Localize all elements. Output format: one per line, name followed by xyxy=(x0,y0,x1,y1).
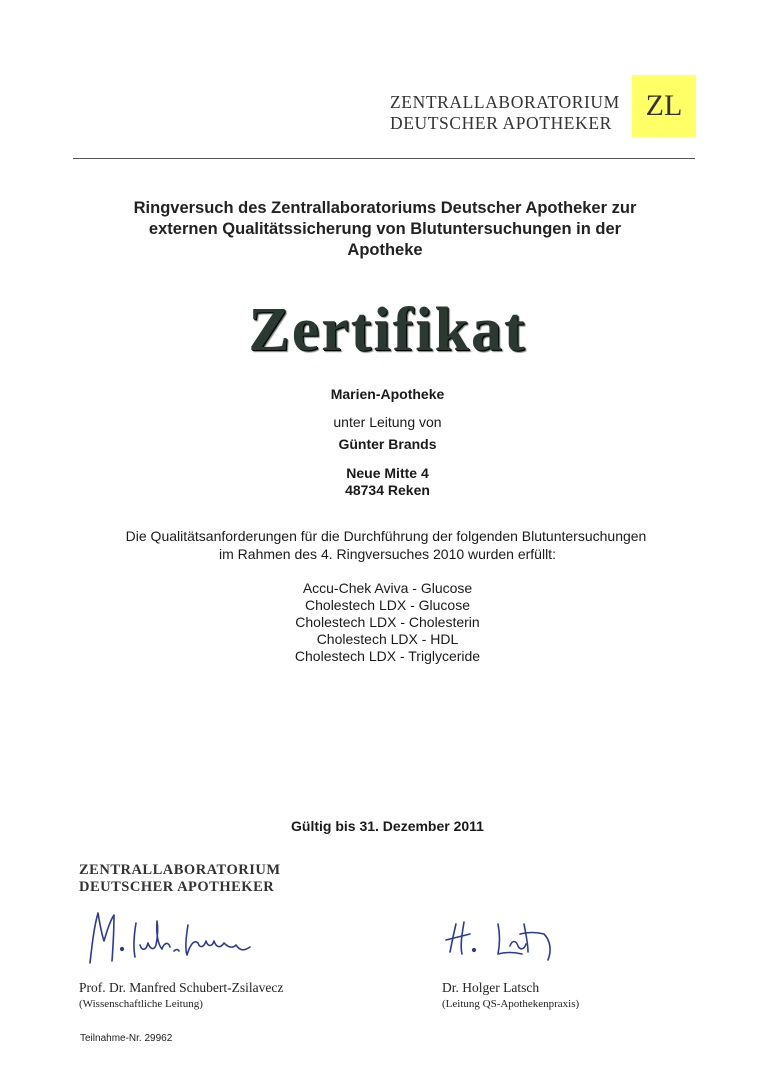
header-org-line1: ZENTRALLABORATORIUM xyxy=(390,92,620,112)
signer-2-name: Dr. Holger Latsch xyxy=(442,980,540,995)
city-address: 48734 Reken xyxy=(345,482,430,498)
test-item: Cholestech LDX - Cholesterin xyxy=(295,614,480,630)
signature-schubert-zsilavecz xyxy=(84,905,264,980)
signer-1-role: (Wissenschaftliche Leitung) xyxy=(79,998,203,1010)
footer-org-line2: DEUTSCHER APOTHEKER xyxy=(79,879,275,895)
manager-name: Günter Brands xyxy=(338,436,437,452)
pharmacy-name: Marien-Apotheke xyxy=(330,386,445,402)
certificate-title: Zertifikat xyxy=(248,296,527,364)
statement-line1: Die Qualitätsanforderungen für die Durchführung der folgenden Blutuntersuchungen xyxy=(125,528,647,544)
signer-1-name: Prof. Dr. Manfred Schubert-Zsilavecz xyxy=(79,980,284,995)
header-divider xyxy=(73,158,695,159)
footer-org-name xyxy=(79,862,339,896)
participant-number: Teilnahme-Nr. 29962 xyxy=(80,1033,173,1044)
test-item: Cholestech LDX - Glucose xyxy=(305,597,470,613)
header-org-name xyxy=(390,92,630,134)
street-address: Neue Mitte 4 xyxy=(346,465,429,481)
header-org-line2: DEUTSCHER APOTHEKER xyxy=(390,113,612,133)
test-item: Cholestech LDX - Triglyceride xyxy=(294,648,481,664)
subject-line2: externen Qualitätssicherung von Blutuntersuchungen in der xyxy=(148,220,622,238)
statement-line2: im Rahmen des 4. Ringversuches 2010 wurden erfüllt: xyxy=(219,546,556,562)
test-item: Cholestech LDX - HDL xyxy=(316,631,459,647)
zl-logo: ZL xyxy=(632,75,696,137)
signer-2-role: (Leitung QS-Apothekenpraxis) xyxy=(442,998,580,1010)
subject-line3: Apotheke xyxy=(347,241,423,259)
validity-date: Gültig bis 31. Dezember 2011 xyxy=(291,818,484,834)
certificate-subject xyxy=(100,198,670,261)
subject-line1: Ringversuch des Zentrallaboratoriums Deutscher Apotheker zur xyxy=(133,199,637,217)
tests-list xyxy=(0,580,768,665)
footer-org-line1: ZENTRALLABORATORIUM xyxy=(79,862,281,878)
signature-latsch xyxy=(440,910,570,970)
test-item: Accu-Chek Aviva - Glucose xyxy=(302,580,473,596)
led-by-label: unter Leitung von xyxy=(333,414,442,430)
